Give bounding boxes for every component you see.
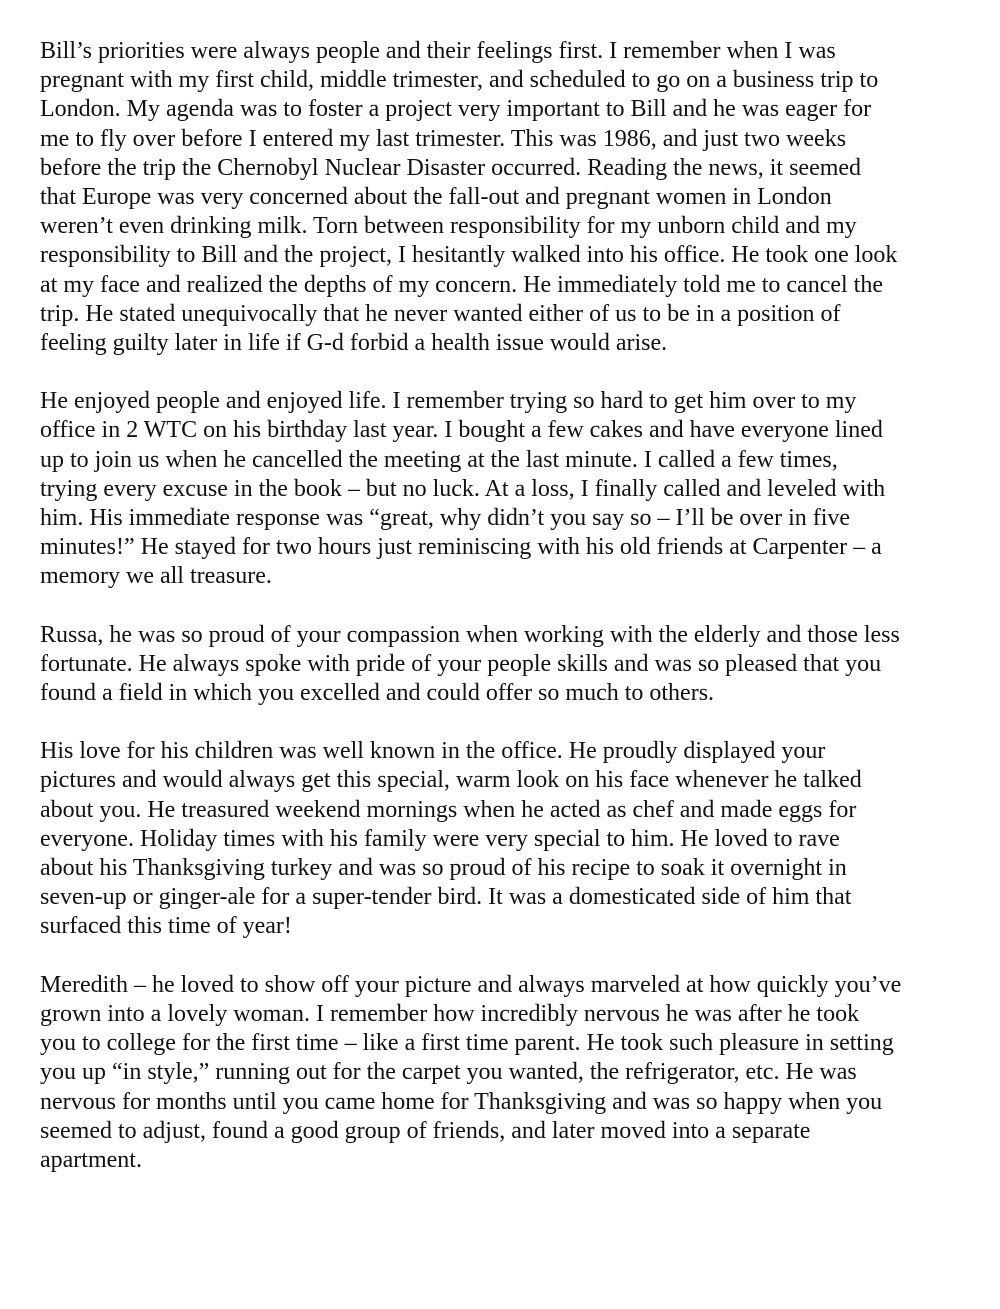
text-line: He enjoyed people and enjoyed life. I remember trying so hard to get him over to my	[40, 388, 857, 415]
text-line: memory we all treasure.	[40, 563, 272, 590]
paragraph-enjoyed-people	[40, 387, 965, 591]
text-line: at my face and realized the depths of my concern. He immediately told me to cancel the	[40, 271, 883, 298]
text-line: feeling guilty later in life if G-d forbid a health issue would arise.	[40, 330, 668, 357]
text-line: him. His immediate response was “great, why didn’t you say so – I’ll be over in five	[40, 505, 851, 532]
text-line: apartment.	[40, 1146, 142, 1173]
paragraph-love-for-children	[40, 737, 965, 941]
document-page	[40, 37, 965, 1204]
text-line: about his Thanksgiving turkey and was so proud of his recipe to soak it overnight in	[40, 855, 847, 882]
text-line: trying every excuse in the book – but no luck. At a loss, I finally called and leveled with	[40, 475, 886, 502]
paragraph-meredith	[40, 971, 965, 1175]
text-line: minutes!” He stayed for two hours just reminiscing with his old friends at Carpenter – a	[40, 534, 882, 561]
text-line: me to fly over before I entered my last trimester. This was 1986, and just two weeks	[40, 125, 847, 152]
text-line: seemed to adjust, found a good group of friends, and later moved into a separate	[40, 1117, 811, 1144]
text-line: before the trip the Chernobyl Nuclear Disaster occurred. Reading the news, it seemed	[40, 154, 862, 181]
text-line: you up “in style,” running out for the carpet you wanted, the refrigerator, etc. He was	[40, 1059, 857, 1086]
text-line: responsibility to Bill and the project, I hesitantly walked into his office. He took one look	[40, 242, 898, 269]
text-line: fortunate. He always spoke with pride of your people skills and was so pleased that you	[40, 650, 882, 677]
text-line: office in 2 WTC on his birthday last year. I bought a few cakes and have everyone lined	[40, 417, 883, 444]
text-line: pictures and would always get this special, warm look on his face whenever he talked	[40, 767, 862, 794]
text-line: surfaced this time of year!	[40, 913, 292, 940]
text-line: about you. He treasured weekend mornings when he acted as chef and made eggs for	[40, 796, 857, 823]
text-line: grown into a lovely woman. I remember how incredibly nervous he was after he took	[40, 1000, 860, 1027]
text-line: Bill’s priorities were always people and their feelings first. I remember when I was	[40, 38, 836, 64]
text-line: trip. He stated unequivocally that he never wanted either of us to be in a position of	[40, 300, 841, 327]
text-line: nervous for months until you came home for Thanksgiving and was so happy when you	[40, 1088, 883, 1115]
text-line: His love for his children was well known in the office. He proudly displayed your	[40, 738, 826, 765]
paragraph-bills-priorities	[40, 37, 965, 358]
text-line: London. My agenda was to foster a project very important to Bill and he was eager for	[40, 96, 872, 123]
text-line: you to college for the first time – like a first time parent. He took such pleasure in setting	[40, 1030, 894, 1057]
paragraph-russa	[40, 621, 965, 709]
text-line: pregnant with my first child, middle trimester, and scheduled to go on a business trip to	[40, 67, 879, 94]
text-line: weren’t even drinking milk. Torn between responsibility for my unborn child and my	[40, 213, 857, 240]
text-line: Russa, he was so proud of your compassion when working with the elderly and those less	[40, 621, 900, 648]
text-line: found a field in which you excelled and could offer so much to others.	[40, 680, 715, 707]
text-line: up to join us when he cancelled the meeting at the last minute. I called a few times,	[40, 446, 838, 473]
text-line: everyone. Holiday times with his family were very special to him. He loved to rave	[40, 825, 840, 852]
text-line: that Europe was very concerned about the fall-out and pregnant women in London	[40, 184, 832, 211]
text-line: seven-up or ginger-ale for a super-tender bird. It was a domesticated side of him that	[40, 884, 852, 911]
text-line: Meredith – he loved to show off your picture and always marveled at how quickly you’ve	[40, 971, 902, 998]
